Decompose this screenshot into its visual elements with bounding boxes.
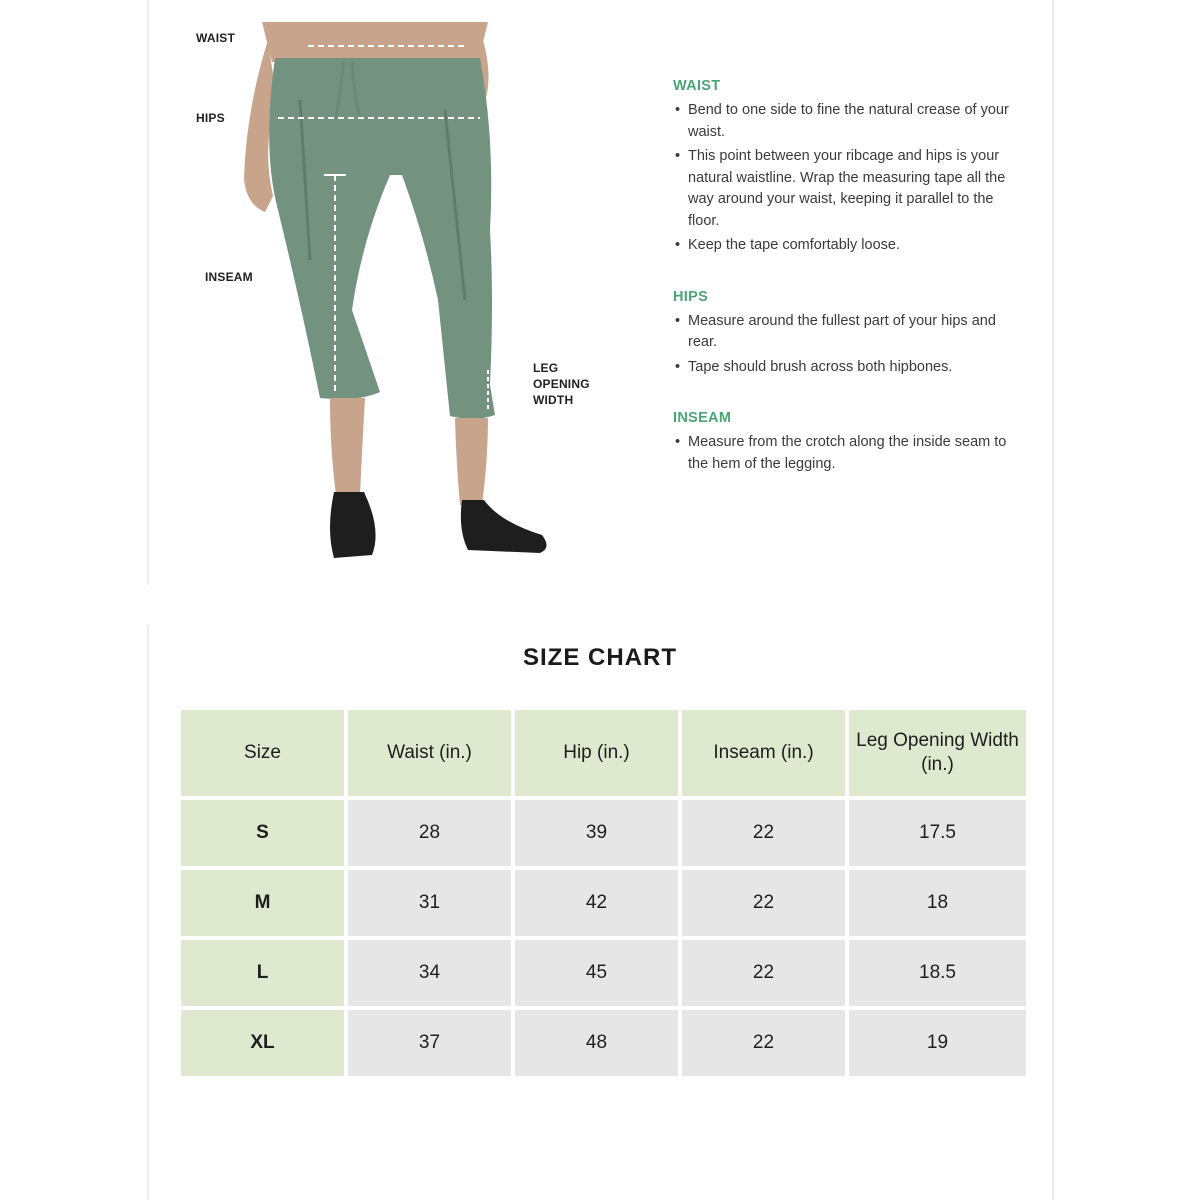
table-cell: 17.5 [849,800,1026,866]
size-cell: M [181,870,344,936]
bullet-text: Keep the tape comfortably loose. [688,237,900,253]
table-cell: 42 [515,870,678,936]
size-cell: L [181,940,344,1006]
section-title: HIPS [673,288,709,305]
bullet-text: This point between your ribcage and hips is your natural waistline. Wrap the measuring tape all the way around your waist, keeping it parallel to the floor. [688,148,1006,229]
table-cell: 22 [682,1010,845,1076]
table-row [181,940,1026,1006]
bullet-item [673,100,1018,143]
hips-section [673,289,1018,379]
bullet-item [673,432,1018,475]
bullet-icon: • [675,148,681,164]
bullet-text: Tape should brush across both hipbones. [688,358,953,375]
bullet-list [673,311,1018,379]
section-title: INSEAM [673,410,732,426]
bullet-item [673,146,1018,232]
page-edge-right [1052,0,1054,1200]
inseam-label: INSEAM [205,270,253,284]
page-edge-left [147,0,149,585]
table-cell: 48 [515,1010,678,1076]
table-row [181,1010,1026,1076]
column-header: Inseam (in.) [682,710,845,796]
bullet-text: Measure around the fullest part of your hips and rear. [688,312,996,350]
table-cell: 34 [348,940,511,1006]
size-chart-table [177,706,1030,1080]
table-header-row [181,710,1026,796]
table-cell: 45 [515,940,678,1006]
table-cell: 39 [515,800,678,866]
leg-opening-label [533,360,613,408]
table-cell: 19 [849,1010,1026,1076]
table-cell: 22 [682,800,845,866]
bullet-icon: • [675,434,681,450]
bullet-item [673,235,1018,257]
torso-skin [262,22,488,62]
table-cell: 22 [682,940,845,1006]
hips-label: HIPS [196,111,225,125]
leg-opening-label-line: OPENING [533,377,590,391]
size-cell: XL [181,1010,344,1076]
left-shoe [330,492,376,558]
column-header: Hip (in.) [515,710,678,796]
table-cell: 18 [849,870,1026,936]
table-row [181,800,1026,866]
size-cell: S [181,800,344,866]
model-illustration [150,0,650,590]
leg-opening-label-line: WIDTH [533,393,574,407]
table-cell: 28 [348,800,511,866]
table-cell: 18.5 [849,940,1026,1006]
bullet-text: Bend to one side to fine the natural crease of your waist. [688,102,1009,140]
bullet-icon: • [675,312,681,329]
table-cell: 37 [348,1010,511,1076]
bullet-list [673,100,1018,257]
bullet-icon: • [675,237,681,253]
bullet-item [673,357,1018,379]
left-calf [330,398,365,495]
column-header: Waist (in.) [348,710,511,796]
leg-opening-label-line: LEG [533,361,559,375]
column-header: Leg Opening Width (in.) [849,710,1026,796]
size-chart-title: SIZE CHART [523,644,677,671]
waist-label: WAIST [196,31,235,45]
bullet-item [673,311,1018,354]
waist-section [673,78,1018,257]
right-calf [455,418,488,505]
column-header: Size [181,710,344,796]
pants-illustration [269,58,495,419]
right-shoe [461,500,547,553]
measure-guide [673,78,1018,507]
bullet-list [673,432,1018,475]
bullet-text: Measure from the crotch along the inside seam to the hem of the legging. [688,434,1007,472]
table-cell: 22 [682,870,845,936]
inseam-section [673,410,1018,475]
bullet-icon: • [675,358,681,375]
table-row [181,870,1026,936]
page-edge-left [147,625,149,1200]
model-figure [150,0,650,590]
table-cell: 31 [348,870,511,936]
section-title: WAIST [673,78,721,94]
bullet-icon: • [675,102,681,118]
